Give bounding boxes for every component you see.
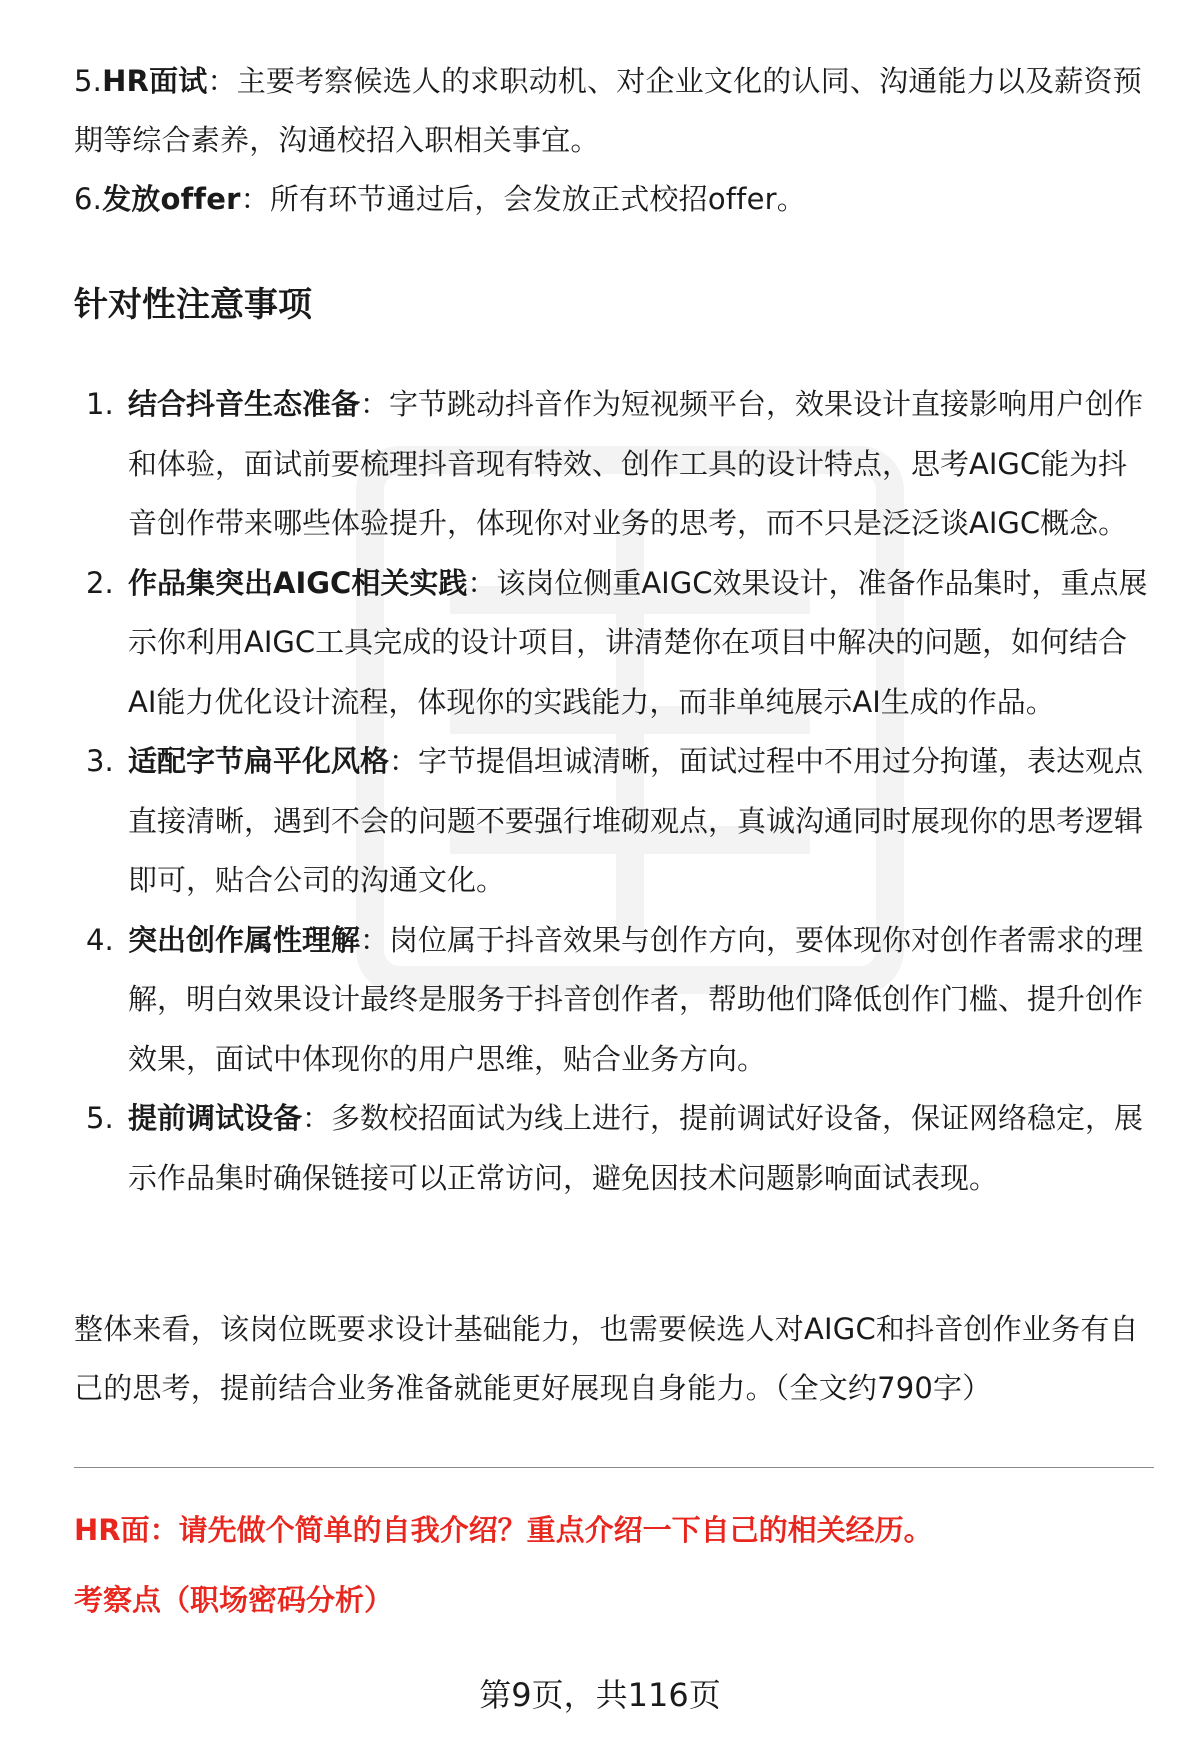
list-item	[74, 911, 1154, 1090]
list-colon: ：	[360, 387, 390, 421]
list-item	[74, 375, 1154, 554]
list-number: 4.	[86, 922, 114, 957]
list-term: 结合抖音生态准备	[128, 387, 361, 421]
summary-paragraph: 整体来看，该岗位既要求设计基础能力，也需要候选人对AIGC和抖音创作业务有自己的思考，提前结合业务准备就能更好展现自身能力。（全文约790字）	[74, 1312, 1139, 1405]
list-term: 适配字节扁平化风格	[128, 744, 390, 778]
list-number: 2.	[86, 565, 114, 600]
list-text: 岗位属于抖音效果与创作方向，要体现你对创作者需求的理解，明白效果设计最终是服务于抖音创作者，帮助他们降低创作门槛、提升创作效果，面试中体现你的用户思维，贴合业务方向。	[128, 922, 1144, 1076]
list-term: 突出创作属性理解	[128, 922, 361, 957]
step-text: 主要考察候选人的求职动机、对企业文化的认同、沟通能力以及薪资预期等综合素养，沟通校招入职相关事宜。	[74, 64, 1142, 157]
list-colon: ：	[389, 744, 419, 778]
process-step-offer	[74, 170, 1154, 229]
list-number: 1.	[86, 387, 114, 421]
list-colon: ：	[467, 565, 497, 600]
section-heading: 针对性注意事项	[74, 285, 312, 325]
divider	[74, 1467, 1154, 1468]
list-text: 字节跳动抖音作为短视频平台，效果设计直接影响用户创作和体验，面试前要梳理抖音现有特效、创作工具的设计特点，思考AIGC能为抖音创作带来哪些体验提升，体现你对业务的思考，而不只是泛泛谈AIGC概念。	[128, 387, 1144, 540]
list-item	[74, 554, 1154, 733]
list-colon: ：	[302, 1101, 332, 1135]
process-step-hr-interview	[74, 52, 1154, 170]
step-number: 5.	[74, 64, 103, 98]
page-number: 第9页，共116页	[479, 1676, 721, 1714]
step-colon: ：	[240, 182, 270, 216]
list-colon: ：	[360, 922, 390, 957]
list-number: 5.	[86, 1101, 114, 1135]
list-term: 作品集突出AIGC相关实践	[128, 565, 468, 600]
list-term: 提前调试设备	[128, 1101, 303, 1135]
list-item	[74, 732, 1154, 911]
list-text: 多数校招面试为线上进行，提前调试好设备，保证网络稳定，展示作品集时确保链接可以正常访问，避免因技术问题影响面试表现。	[128, 1101, 1144, 1195]
step-text: 所有环节通过后，会发放正式校招offer。	[269, 182, 806, 216]
list-item	[74, 1089, 1154, 1208]
list-text: 该岗位侧重AIGC效果设计，准备作品集时，重点展示你利用AIGC工具完成的设计项目，讲清楚你在项目中解决的问题，如何结合AI能力优化设计流程，体现你的实践能力，而非单纯展示AI生成的作品。	[128, 565, 1148, 719]
step-term: HR面试	[102, 64, 208, 98]
step-number: 6.	[74, 182, 103, 216]
list-text: 字节提倡坦诚清晰，面试过程中不用过分拘谨，表达观点直接清晰，遇到不会的问题不要强行堆砌观点，真诚沟通同时展现你的思考逻辑即可，贴合公司的沟通文化。	[128, 744, 1144, 897]
interview-question: HR面：请先做个简单的自我介绍？重点介绍一下自己的相关经历。	[74, 1513, 933, 1547]
tips-list	[74, 375, 1154, 1208]
step-term: 发放offer	[102, 182, 241, 216]
list-number: 3.	[86, 744, 114, 778]
analysis-subheading: 考察点（职场密码分析）	[74, 1583, 394, 1617]
step-colon: ：	[207, 64, 237, 98]
